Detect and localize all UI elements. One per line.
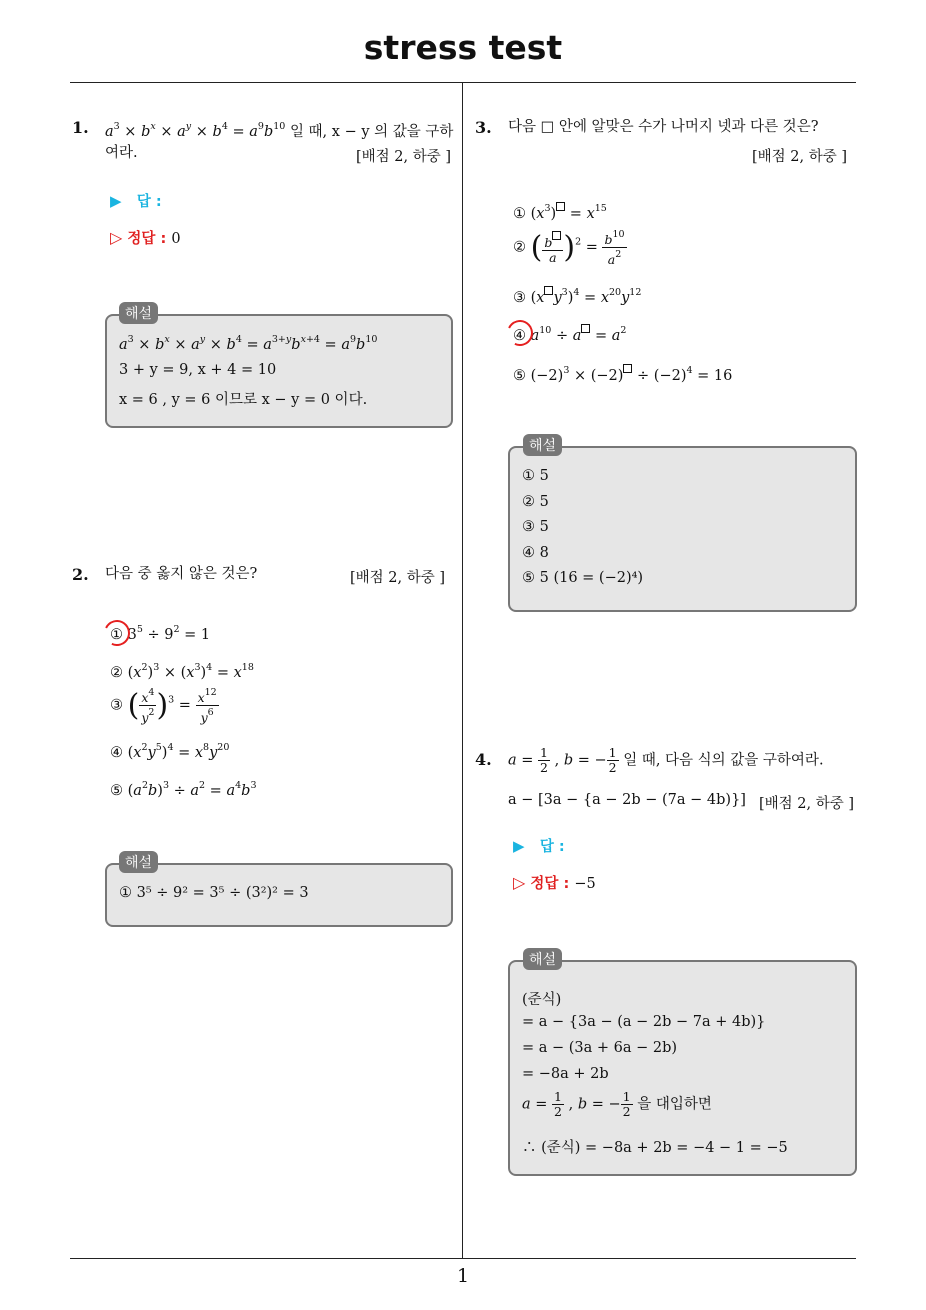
q2-meta: [배점 2, 하중 ]	[350, 570, 446, 586]
q2-text: 다음 중 옳지 않은 것은?	[105, 566, 258, 582]
q2-option-2-marker: ②	[110, 665, 123, 681]
q1-correct-row	[110, 226, 181, 252]
page-number: 1	[456, 1265, 470, 1287]
column-divider	[462, 82, 463, 1258]
q3-explanation-tag: 해설	[523, 434, 562, 456]
q2-exp-line1: ① 3⁵ ÷ 9² = 3⁵ ÷ (3²)² = 3	[119, 885, 309, 901]
q2-option-5-marker: ⑤	[110, 783, 123, 799]
q4-explanation-tag: 해설	[523, 948, 562, 970]
page-title: stress test	[363, 28, 563, 67]
q4-correct-value: −5	[574, 876, 596, 892]
q4-meta: [배점 2, 하중 ]	[759, 796, 855, 812]
q1-answer-row	[110, 190, 162, 211]
q4-exp-line2: = a − {3a − (a − 2b − 7a + 4b)}	[522, 1014, 766, 1030]
q1-explanation-tag: 해설	[119, 302, 158, 324]
q1-correct-label: 정답 :	[127, 231, 167, 247]
q1-exp-line3: x = 6 , y = 6 이므로 x − y = 0 이다.	[119, 392, 368, 408]
q3-exp-line3: ③ 5	[522, 519, 549, 535]
q3-option-1-marker: ①	[513, 206, 526, 222]
q3-option-4[interactable]: ④ $a^{10} \div a = a^2$	[513, 325, 627, 344]
q4-exp-line3: = a − (3a + 6a − 2b)	[522, 1040, 678, 1056]
q2-option-1-marker: ①	[110, 627, 123, 643]
q4-exp-line6: ∴ (준식) = −8a + 2b = −4 − 1 = −5	[522, 1140, 788, 1156]
q1-text-tail: 일 때, x − y 의 값을 구하	[289, 124, 454, 140]
q2-option-1[interactable]: ① $3^5 \div 9^2 = 1$	[110, 624, 211, 643]
q4-correct-label: 정답 :	[530, 876, 570, 892]
q3-number: 3.	[475, 118, 492, 137]
q1-meta: [배점 2, 하중 ]	[356, 149, 452, 165]
q4-text-tail: 일 때, 다음 식의 값을 구하여라.	[623, 752, 824, 769]
q4-explanation-box	[508, 960, 857, 1176]
q2-explanation-box	[105, 863, 453, 927]
q3-exp-line5: ⑤ 5 (16 = (−2)⁴)	[522, 570, 644, 586]
q1-number: 1.	[72, 118, 89, 137]
q4-text-line1: a = $\frac{1}{2}$ , b = − $\frac{1}{2}$ 일 때, 다음 식의 값을 구하여라.	[508, 745, 824, 775]
q3-option-5[interactable]: ⑤ $(-2)^3 \times (-2) \div (-2)^4 = 16$	[513, 365, 733, 384]
q3-text: 다음 □ 안에 알맞은 수가 나머지 넷과 다른 것은?	[508, 119, 819, 135]
q1-text-line2: 여라.	[105, 145, 138, 161]
q3-exp-line4: ④ 8	[522, 545, 549, 561]
q3-option-2-marker: ②	[513, 239, 526, 256]
q3-option-4-marker: ④	[513, 328, 526, 344]
q1-explanation-box	[105, 314, 453, 428]
q1-answer-label: 답 :	[136, 194, 162, 210]
q3-exp-line2: ② 5	[522, 494, 549, 510]
q4-answer-label: 답 :	[539, 839, 565, 855]
q4-number: 4.	[475, 750, 492, 769]
q2-explanation-tag: 해설	[119, 851, 158, 873]
q4-text-line2: a − [3a − {a − 2b − (7a − 4b)}]	[508, 792, 746, 808]
bottom-rule	[70, 1258, 856, 1259]
q4-exp-line4: = −8a + 2b	[522, 1066, 609, 1082]
q3-option-3[interactable]: ③ (x $y^3)^4 = x^{20}y^{12}$	[513, 287, 642, 306]
q3-explanation-box	[508, 446, 857, 612]
q2-selected-circle	[100, 616, 133, 649]
top-rule	[70, 82, 856, 83]
q4-exp-line1: (준식)	[522, 992, 562, 1008]
q3-meta: [배점 2, 하중 ]	[752, 149, 848, 165]
q2-option-4-marker: ④	[110, 745, 123, 761]
play-triangle-icon: ▶	[110, 192, 122, 210]
q3-option-1[interactable]: ① $(x^3) = x^{15}$	[513, 203, 607, 222]
q3-option-5-marker: ⑤	[513, 368, 526, 384]
q1-exp-line1: $a^3 \times b^x \times a^y \times b^4 = a^{3+y}b^{x+4} = a^9b^{10}$	[119, 334, 378, 353]
outline-triangle-icon: ▷	[110, 228, 123, 247]
q2-option-3-marker: ③	[110, 697, 123, 714]
q2-option-3[interactable]: ③ ( $\frac{x^4}{y^2}$ )$^3$ = $\frac{x^{12}}{y^6}$	[110, 687, 217, 725]
q2-option-2[interactable]: ② $(x^2)^3 \times (x^3)^4 = x^{18}$	[110, 662, 254, 681]
q3-selected-circle	[503, 316, 536, 349]
q3-exp-line1: ① 5	[522, 468, 549, 484]
q4-answer-row	[513, 835, 565, 856]
q3-option-3-marker: ③	[513, 290, 526, 306]
q1-text-line1: $a^3 \times b^x \times a^y \times b^4 = a^9b^{10}$ 일 때, x − y 의 값을 구하	[105, 121, 454, 140]
q2-option-4[interactable]: ④ $(x^2y^5)^4 = x^8y^{20}$	[110, 742, 230, 761]
q2-option-5[interactable]: ⑤ $(a^2b)^3 \div a^2 = a^4b^3$	[110, 780, 257, 799]
q3-option-2[interactable]: ② ( $\frac{b}{a}$ )$^2$ = $\frac{b^{10}}{a^2}$	[513, 229, 625, 267]
q4-exp-line5: a = $\frac{1}{2}$ , b = − $\frac{1}{2}$ 을 대입하면	[522, 1089, 712, 1119]
q1-exp-line2: 3 + y = 9, x + 4 = 10	[119, 362, 277, 378]
q4-exp-line5-tail: 을 대입하면	[637, 1096, 712, 1113]
q1-correct-value: 0	[171, 231, 181, 247]
play-triangle-icon: ▶	[513, 837, 525, 855]
q2-number: 2.	[72, 565, 89, 584]
q4-correct-row	[513, 871, 596, 897]
outline-triangle-icon: ▷	[513, 873, 526, 892]
